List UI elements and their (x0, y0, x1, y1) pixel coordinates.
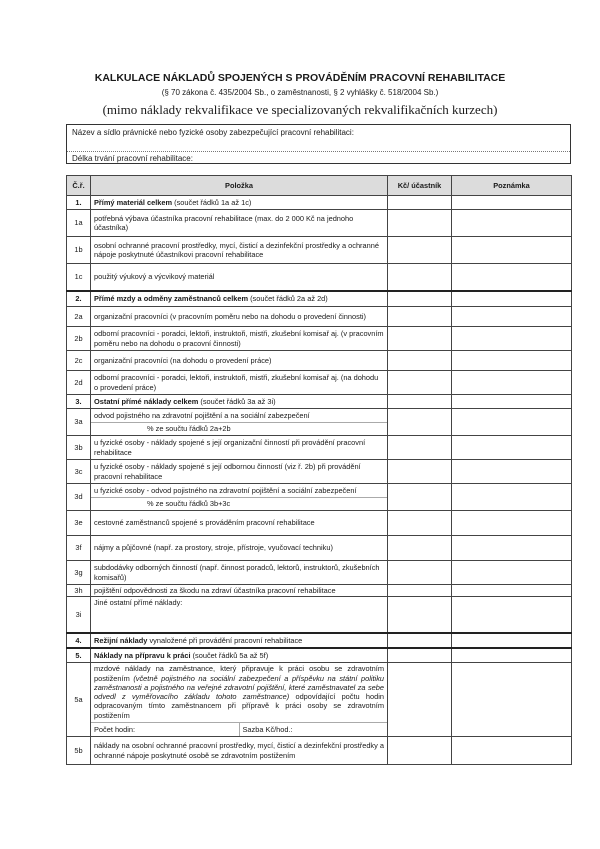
row-num: 1c (67, 264, 91, 291)
note-cell[interactable] (452, 210, 572, 237)
hours-field[interactable]: Počet hodin: (94, 724, 136, 734)
row-item: odborní pracovníci - poradci, lektoři, instruktoři, mistři, zkušební komisař aj. (v pracovním poměru nebo na dohodu o pracovní činnosti) (91, 327, 388, 351)
provider-name-label: Název a sídlo právnické nebo fyzické osoby zabezpečující pracovní rehabilitaci: (72, 128, 354, 137)
row-item: u fyzické osoby - odvod pojistného na zdravotní pojištění a sociální zabezpečení % ze součtu řádků 3b+3c (91, 484, 388, 511)
table-row (67, 436, 572, 460)
note-cell[interactable] (452, 648, 572, 663)
percent-sub-row[interactable]: % ze součtu řádků 3b+3c (91, 497, 387, 508)
table-row (67, 307, 572, 327)
table-row (67, 460, 572, 484)
cost-cell[interactable] (388, 307, 452, 327)
row-num: 3d (67, 484, 91, 511)
note-cell[interactable] (452, 371, 572, 395)
cost-cell[interactable] (388, 484, 452, 511)
row-num: 3a (67, 409, 91, 436)
table-row (67, 633, 572, 648)
cost-cell[interactable] (388, 633, 452, 648)
cost-cell[interactable] (388, 511, 452, 536)
row-item: u fyzické osoby - náklady spojené s její odbornou činností (viz ř. 2b) při provádění pracovní rehabilitace (91, 460, 388, 484)
cost-cell[interactable] (388, 237, 452, 264)
row-num: 3h (67, 585, 91, 597)
row-num: 2b (67, 327, 91, 351)
row-num: 3f (67, 536, 91, 561)
note-cell[interactable] (452, 409, 572, 436)
page-title: KALKULACE NÁKLADŮ SPOJENÝCH S PROVÁDĚNÍM PRACOVNÍ REHABILITACE (94, 72, 506, 84)
row-item: Ostatní přímé náklady celkem (součet řádků 3a až 3i) (91, 395, 388, 409)
note-cell[interactable] (452, 196, 572, 210)
table-row (67, 291, 572, 307)
row-item: organizační pracovníci (v pracovním poměru nebo na dohodu o provedení činnosti) (91, 307, 388, 327)
note-cell[interactable] (452, 633, 572, 648)
row-item: mzdové náklady na zaměstnance, který připravuje k práci osobu se zdravotním postižením (včetně pojistného na sociální zabezpečení a příspěvku na státní politiku zaměstnanosti a pojistného na veřejné zdravotní pojištění, které zaměstnavatel za sebe odvedl z vyměřovacího základu tohoto zaměstnance) odpovídající počtu hodin odpracovaným tímto zaměstnancem při přípravě k práci osoby se zdravotním postižením Počet hodin: Sazba Kč/hod.: (91, 663, 388, 737)
table-row (67, 561, 572, 585)
note-cell[interactable] (452, 561, 572, 585)
cost-cell[interactable] (388, 196, 452, 210)
row-item: potřebná výbava účastníka pracovní rehabilitace (max. do 2 000 Kč na jednoho účastníka) (91, 210, 388, 237)
table-row (67, 737, 572, 765)
table-header-row (67, 176, 572, 196)
cost-table (66, 175, 572, 765)
row-num: 2c (67, 351, 91, 371)
provider-name-field[interactable] (67, 125, 570, 152)
table-row (67, 351, 572, 371)
row-item: pojištění odpovědnosti za škodu na zdraví účastníka pracovní rehabilitace (91, 585, 388, 597)
row-item: odborní pracovníci - poradci, lektoři, instruktoři, mistři, zkušební komisař aj. (na dohodu o provedení práce) (91, 371, 388, 395)
note-cell[interactable] (452, 597, 572, 633)
row-num: 2d (67, 371, 91, 395)
row-item: u fyzické osoby - náklady spojené s její organizační činností při provádění pracovní rehabilitace (91, 436, 388, 460)
cost-cell[interactable] (388, 585, 452, 597)
col-cost-header: Kč/ účastník (388, 176, 452, 196)
table-row (67, 536, 572, 561)
row-num: 1a (67, 210, 91, 237)
row-item: osobní ochranné pracovní prostředky, mycí, čisticí a dezinfekční prostředky a ochranné nápoje poskytnuté účastníkovi pracovní rehabilitace (91, 237, 388, 264)
row-num: 3. (67, 395, 91, 409)
row-item: subdodávky odborných činností (např. činnost poradců, lektorů, instruktorů, zkušebních komisařů) (91, 561, 388, 585)
duration-label: Délka trvání pracovní rehabilitace: (72, 154, 193, 163)
table-row (67, 237, 572, 264)
row-num: 4. (67, 633, 91, 648)
note-cell[interactable] (452, 460, 572, 484)
row-item: Přímé mzdy a odměny zaměstnanců celkem (součet řádků 2a až 2d) (91, 291, 388, 307)
percent-sub-row[interactable]: % ze součtu řádků 2a+2b (91, 422, 387, 433)
cost-cell[interactable] (388, 351, 452, 371)
col-note-header: Poznámka (452, 176, 572, 196)
row-item: odvod pojistného na zdravotní pojištění a na sociální zabezpečení % ze součtu řádků 2a+2b (91, 409, 388, 436)
row-num: 1. (67, 196, 91, 210)
note-cell[interactable] (452, 264, 572, 291)
table-row (67, 663, 572, 737)
row-item: organizační pracovníci (na dohodu o provedení práce) (91, 351, 388, 371)
row-num: 2. (67, 291, 91, 307)
col-item-header: Položka (91, 176, 388, 196)
row-num: 3i (67, 597, 91, 633)
table-row (67, 395, 572, 409)
row-num: 5. (67, 648, 91, 663)
cost-cell[interactable] (388, 648, 452, 663)
note-cell[interactable] (452, 484, 572, 511)
table-row (67, 585, 572, 597)
note-cell[interactable] (452, 307, 572, 327)
table-row (67, 210, 572, 237)
cost-cell[interactable] (388, 536, 452, 561)
cost-cell[interactable] (388, 409, 452, 436)
note-cell[interactable] (452, 436, 572, 460)
row-item: náklady na osobní ochranné pracovní prostředky, mycí, čisticí a dezinfekční prostředky a ochranné nápoje poskytnuté osobě se zdravotním postižením (91, 737, 388, 765)
cost-cell[interactable] (388, 395, 452, 409)
rate-field[interactable]: Sazba Kč/hod.: (239, 723, 388, 736)
note-cell[interactable] (452, 511, 572, 536)
row-num: 3b (67, 436, 91, 460)
cost-cell[interactable] (388, 460, 452, 484)
row-num: 2a (67, 307, 91, 327)
cost-cell[interactable] (388, 663, 452, 737)
row-item: cestovné zaměstnanců spojené s prováděním pracovní rehabilitace (91, 511, 388, 536)
cost-cell[interactable] (388, 737, 452, 765)
legal-reference: (§ 70 zákona č. 435/2004 Sb., o zaměstnanosti, § 2 vyhlášky č. 518/2004 Sb.) (161, 88, 439, 97)
row-item: nájmy a půjčovné (např. za prostory, stroje, přístroje, vyučovací techniku) (91, 536, 388, 561)
cost-cell[interactable] (388, 327, 452, 351)
cost-cell[interactable] (388, 371, 452, 395)
note-cell[interactable] (452, 395, 572, 409)
col-num-header: Č.ř. (67, 176, 91, 196)
table-row (67, 484, 572, 511)
provider-info-box (66, 124, 571, 164)
note-cell[interactable] (452, 327, 572, 351)
note-cell[interactable] (452, 585, 572, 597)
row-item: Jiné ostatní přímé náklady: (91, 597, 388, 633)
row-item: Přímý materiál celkem (součet řádků 1a až 1c) (91, 196, 388, 210)
table-row (67, 196, 572, 210)
cost-cell[interactable] (388, 436, 452, 460)
table-row (67, 327, 572, 351)
note-cell[interactable] (452, 737, 572, 765)
row-item: použitý výukový a výcvikový materiál (91, 264, 388, 291)
duration-field[interactable] (67, 152, 570, 165)
row-num: 5a (67, 663, 91, 737)
row-item: Režijní náklady vynaložené při provádění pracovní rehabilitace (91, 633, 388, 648)
note-cell[interactable] (452, 536, 572, 561)
table-row (67, 409, 572, 436)
note-cell[interactable] (452, 663, 572, 737)
table-row (67, 597, 572, 633)
note-cell[interactable] (452, 291, 572, 307)
cost-cell[interactable] (388, 597, 452, 633)
cost-cell[interactable] (388, 210, 452, 237)
cost-cell[interactable] (388, 291, 452, 307)
row-num: 3e (67, 511, 91, 536)
row-item: Náklady na přípravu k práci (součet řádků 5a až 5f) (91, 648, 388, 663)
row-num: 5b (67, 737, 91, 765)
cost-cell[interactable] (388, 561, 452, 585)
cost-cell[interactable] (388, 264, 452, 291)
table-row (67, 371, 572, 395)
table-row (67, 648, 572, 663)
table-row (67, 511, 572, 536)
row-num: 3c (67, 460, 91, 484)
note-cell[interactable] (452, 351, 572, 371)
row-num: 1b (67, 237, 91, 264)
row-num: 3g (67, 561, 91, 585)
table-row (67, 264, 572, 291)
note-cell[interactable] (452, 237, 572, 264)
scope-note: (mimo náklady rekvalifikace ve specializovaných rekvalifikačních kurzech) (102, 102, 498, 117)
